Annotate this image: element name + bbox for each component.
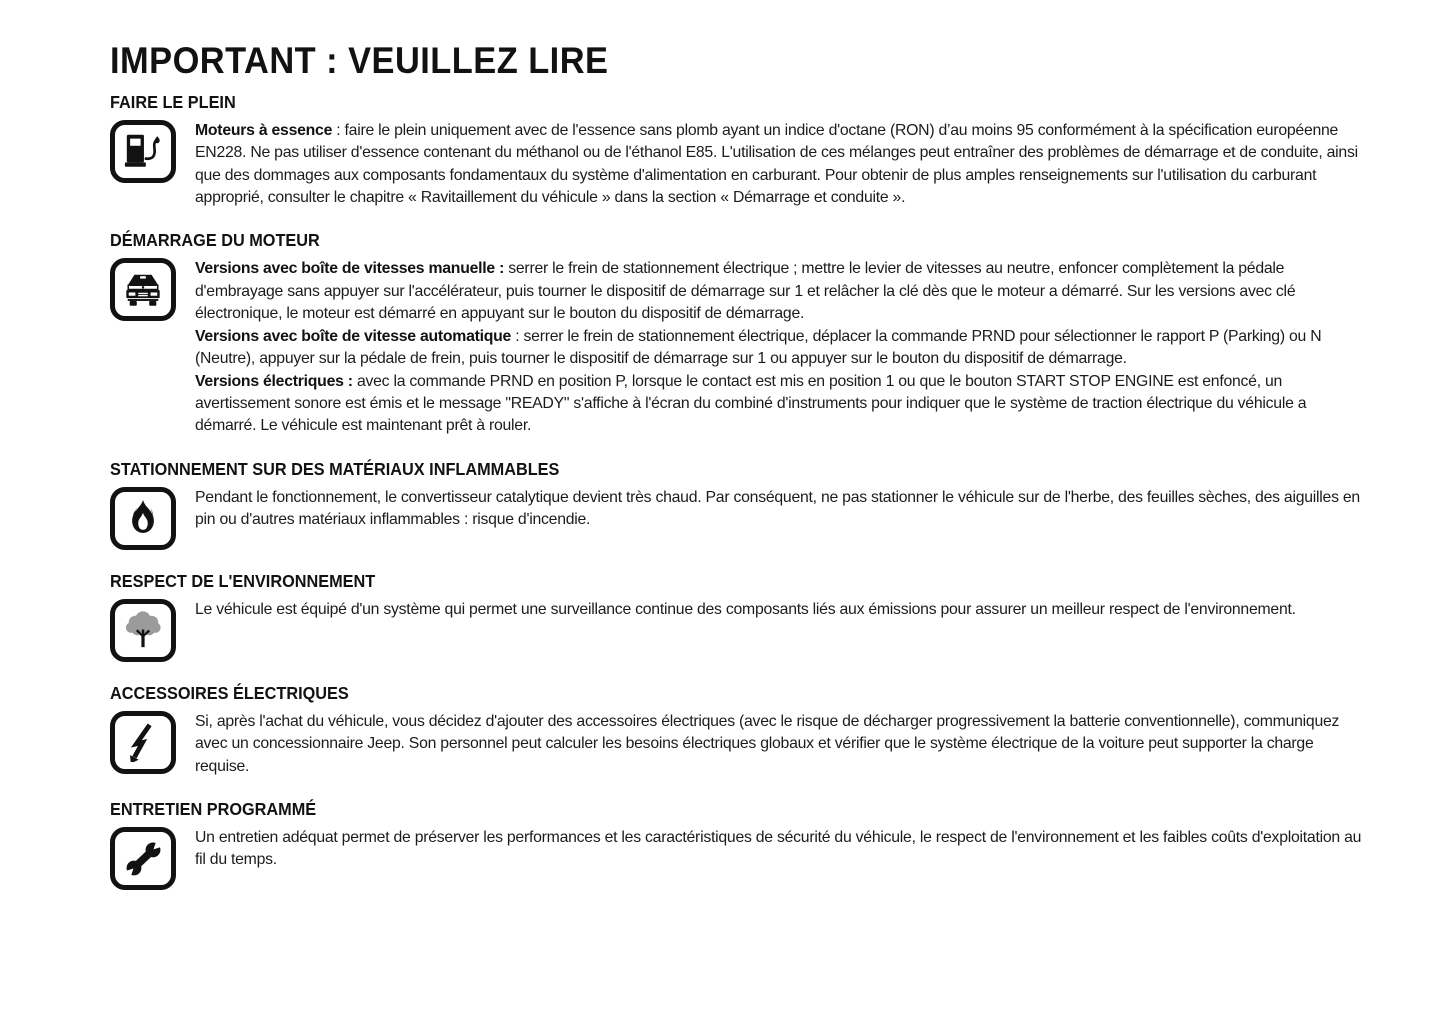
- paragraph-body: avec la commande PRND en position P, lorsque le contact est mis en position 1 ou que le bouton START STOP ENGINE est enfoncé, un avertissement sonore est émis et le message "READY" s'affiche à l'écran du combiné d'instruments pour indiquer que le système de traction électrique du véhicule a démarré. Le véhicule est maintenant prêt à rouler.: [195, 372, 1307, 435]
- tree-icon: [110, 599, 176, 662]
- section-row: [110, 487, 1370, 550]
- paragraph: [195, 371, 1370, 438]
- section-row: [110, 711, 1370, 778]
- section-faire-le-plein: [110, 92, 1370, 210]
- section-text: [195, 711, 1370, 778]
- paragraph-body: : faire le plein uniquement avec de l'essence sans plomb ayant un indice d'octane (RON) d’au moins 95 conformément à la spécification européenne EN228. Ne pas utiliser d'essence contenant du méthanol ou de l'éthanol E85. L'utilisation de ces mélanges peut entraîner des problèmes de démarrage et de conduite, ainsi que des dommages aux composants fondamentaux du système d'alimentation en carburant. Pour obtenir de plus amples renseignements sur l'utilisation du carburant approprié, consulter le chapitre « Ravitaillement du véhicule » dans la section « Démarrage et conduite ».: [195, 121, 1358, 207]
- section-demarrage-du-moteur: [110, 230, 1370, 437]
- section-row: [110, 827, 1370, 890]
- paragraph-lead: Moteurs à essence: [195, 121, 333, 139]
- section-row: [110, 120, 1370, 210]
- paragraph: [195, 120, 1370, 210]
- flame-icon: [110, 487, 176, 550]
- paragraph: [195, 711, 1370, 778]
- section-text: [195, 487, 1370, 532]
- fuel-pump-icon: [110, 120, 176, 183]
- section-text: [195, 827, 1370, 872]
- section-heading: RESPECT DE L'ENVIRONNEMENT: [110, 570, 376, 591]
- section-row: [110, 599, 1370, 662]
- section-heading: DÉMARRAGE DU MOTEUR: [110, 230, 320, 251]
- section-text: [195, 258, 1370, 437]
- section-respect-environnement: [110, 571, 1370, 662]
- section-text: [195, 120, 1370, 210]
- page-title: IMPORTANT : VEUILLEZ LIRE: [110, 40, 609, 81]
- section-text: [195, 599, 1370, 621]
- paragraph-body: serrer le frein de stationnement électrique ; mettre le levier de vitesses au neutre, enfoncer complètement la pédale d'embrayage sans appuyer sur l'accélérateur, puis tourner le dispositif de démarrage sur 1 et relâcher la clé dès que le moteur a démarré. Sur les versions avec clé électronique, le moteur est démarré en appuyant sur le bouton du dispositif de démarrage.: [195, 260, 1296, 323]
- car-icon: [110, 258, 176, 321]
- paragraph-body: Pendant le fonctionnement, le convertisseur catalytique devient très chaud. Par conséquent, ne pas stationner le véhicule sur de l'herbe, des feuilles sèches, des aiguilles en pin ou d'autres matériaux inflammables : risque d'incendie.: [195, 488, 1360, 529]
- section-entretien-programme: [110, 799, 1370, 890]
- paragraph-lead: Versions électriques :: [195, 372, 353, 390]
- paragraph-body: Le véhicule est équipé d'un système qui permet une surveillance continue des composants liés aux émissions pour assurer un meilleur respect de l'environnement.: [195, 600, 1296, 618]
- section-stationnement-materiaux-inflammables: [110, 459, 1370, 550]
- paragraph-body: Un entretien adéquat permet de préserver les performances et les caractéristiques de sécurité du véhicule, le respect de l'environnement et les faibles coûts d'exploitation au fil du temps.: [195, 828, 1362, 869]
- paragraph: [195, 487, 1370, 532]
- paragraph: [195, 599, 1370, 621]
- paragraph-lead: Versions avec boîte de vitesses manuelle :: [195, 260, 505, 278]
- lightning-bolt-icon: [110, 711, 176, 774]
- paragraph-body: Si, après l'achat du véhicule, vous décidez d'ajouter des accessoires électriques (avec le risque de décharger progressivement la batterie conventionnelle), communiquez avec un concessionnaire Jeep. Son personnel peut calculer les besoins électriques globaux et vérifier que le système électrique de la voiture peut supporter la charge requise.: [195, 712, 1340, 775]
- section-heading: STATIONNEMENT SUR DES MATÉRIAUX INFLAMMABLES: [110, 458, 560, 479]
- paragraph: [195, 258, 1370, 325]
- paragraph: [195, 827, 1370, 872]
- section-accessoires-electriques: [110, 683, 1370, 778]
- wrench-icon: [110, 827, 176, 890]
- section-heading: ENTRETIEN PROGRAMMÉ: [110, 798, 317, 819]
- section-heading: FAIRE LE PLEIN: [110, 91, 236, 112]
- section-row: [110, 258, 1370, 437]
- paragraph-body: : serrer le frein de stationnement électrique, déplacer la commande PRND pour sélectionner le rapport P (Parking) ou N (Neutre), appuyer sur la pédale de frein, puis tourner le dispositif de démarrage sur 1 ou appuyer sur le bouton du dispositif de démarrage.: [195, 327, 1322, 368]
- paragraph-lead: Versions avec boîte de vitesse automatique: [195, 327, 512, 345]
- section-heading: ACCESSOIRES ÉLECTRIQUES: [110, 682, 349, 703]
- paragraph: [195, 326, 1370, 371]
